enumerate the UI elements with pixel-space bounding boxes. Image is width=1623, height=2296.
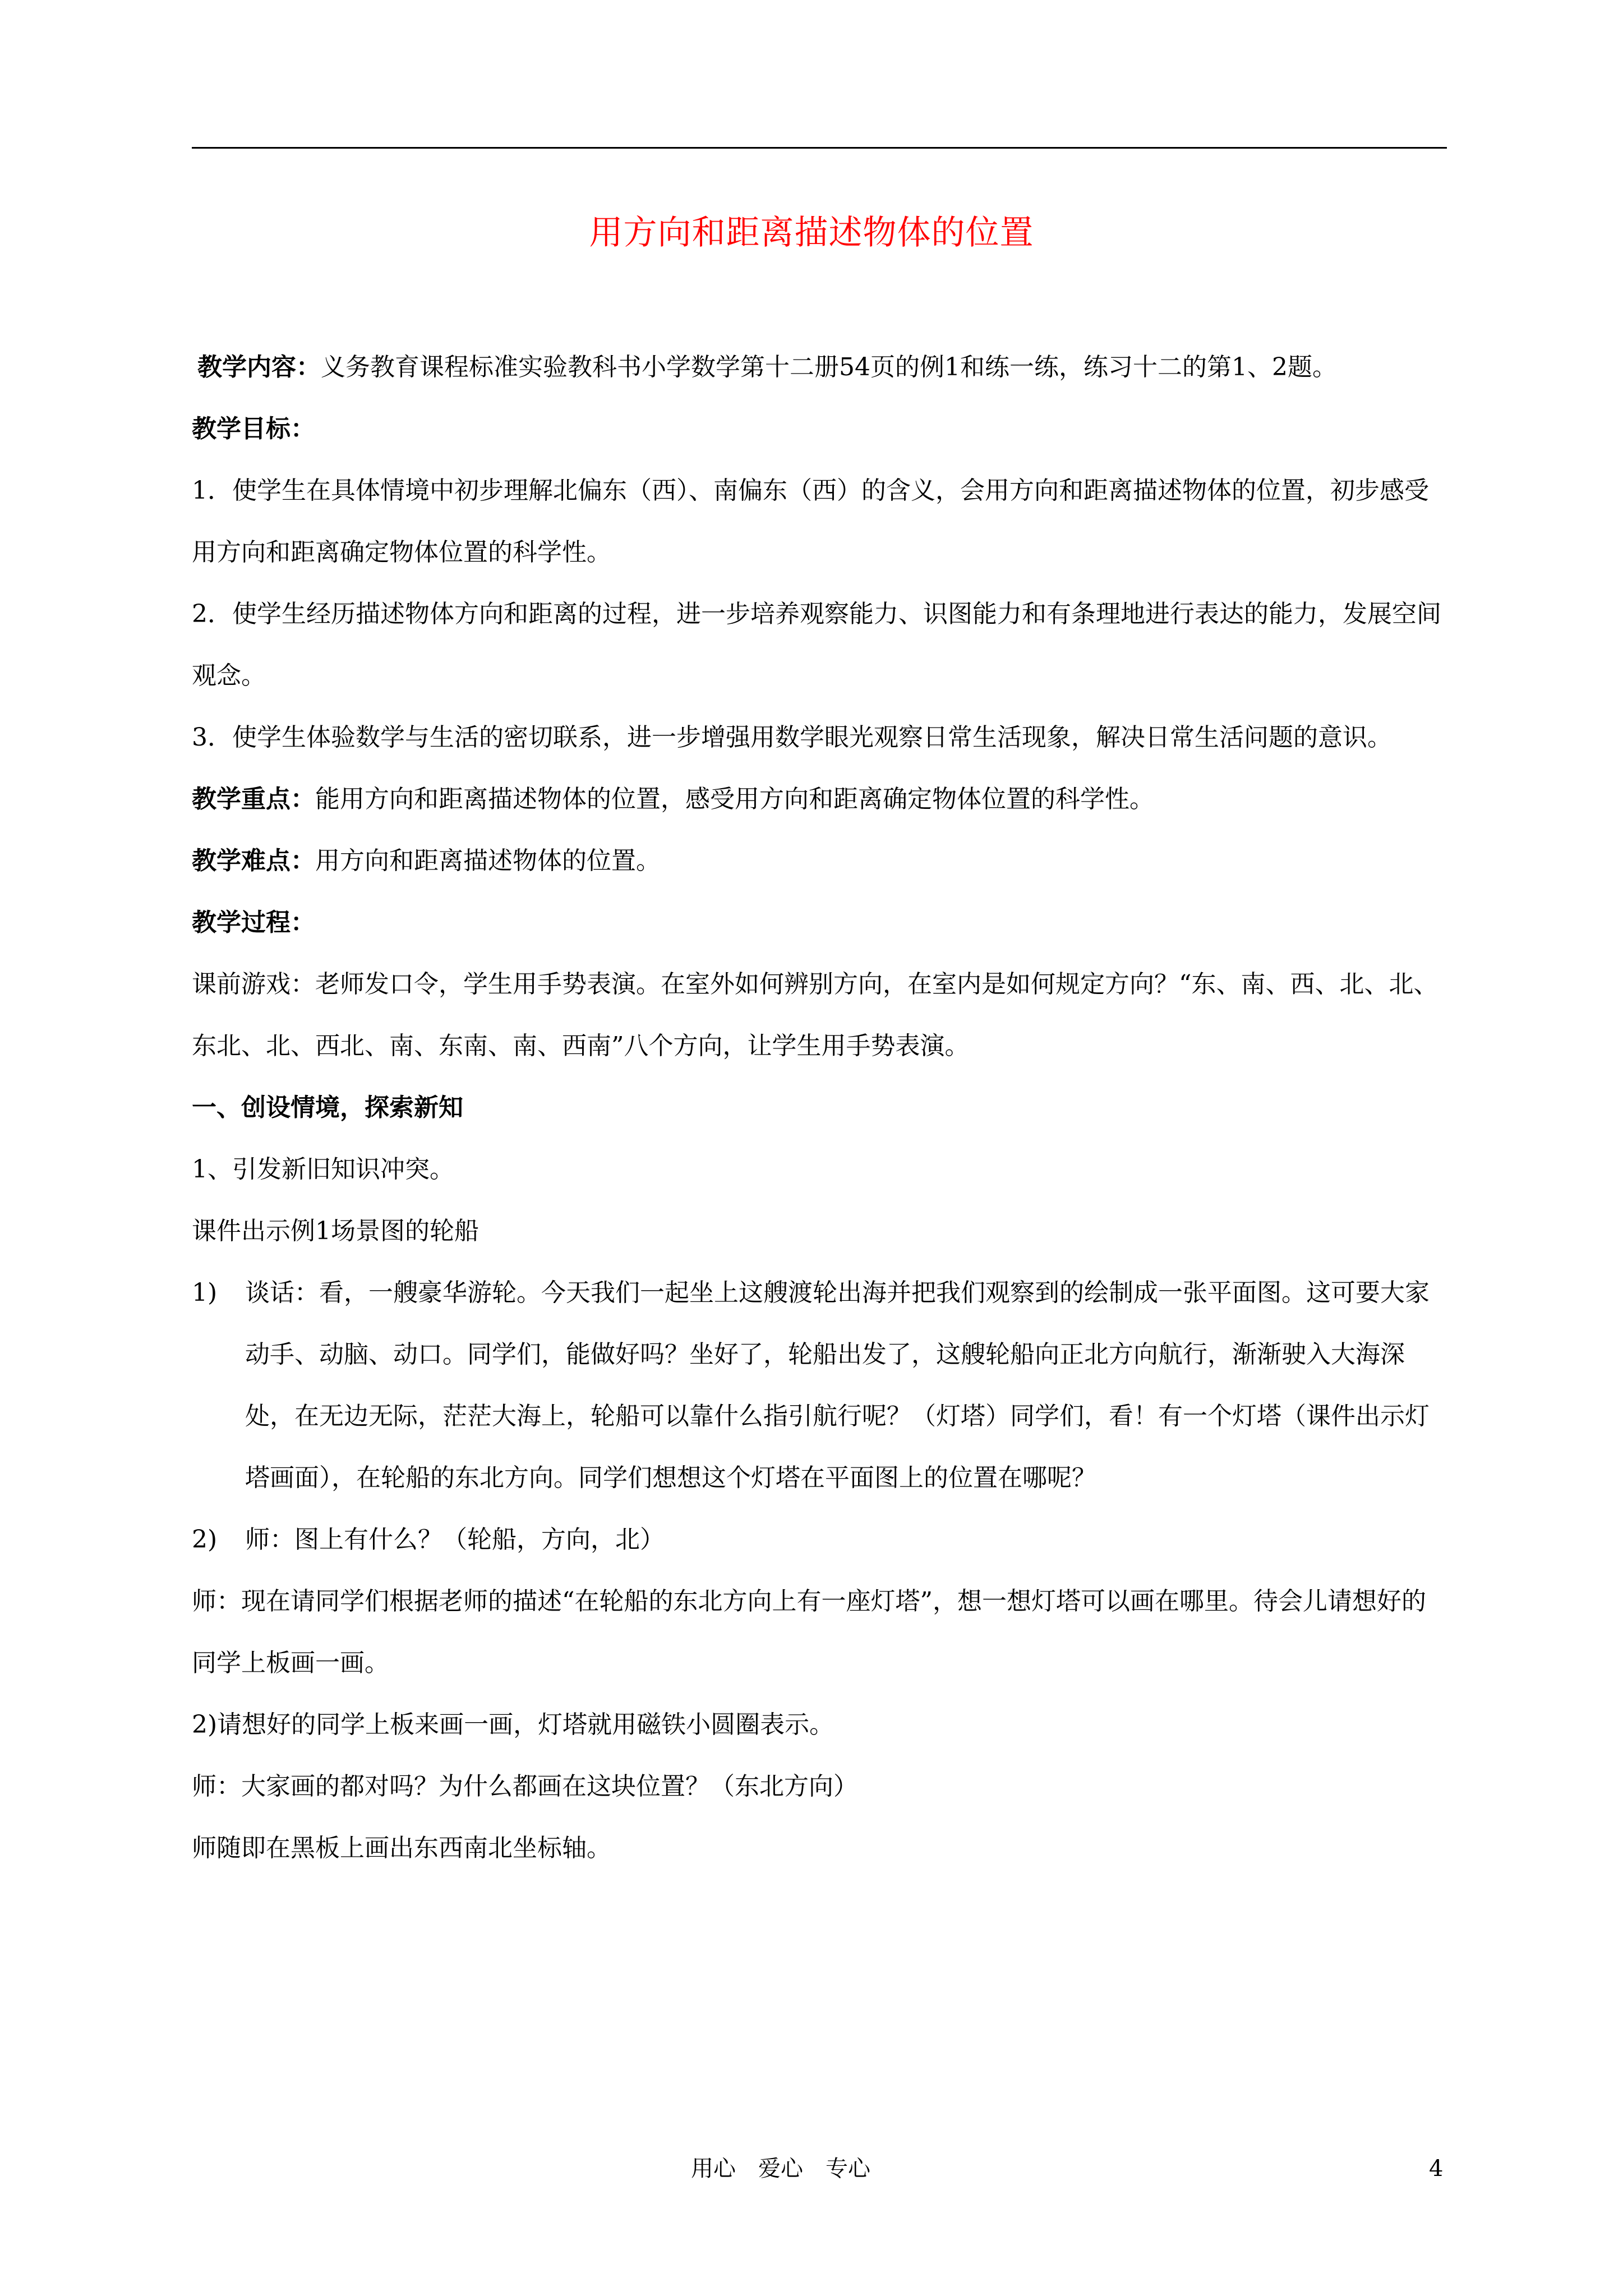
page-number: 4: [1429, 2156, 1444, 2182]
section-1-heading: 一、创设情境，探索新知: [192, 1093, 463, 1122]
teacher-question: 师：大家画的都对吗？为什么都画在这块位置？（东北方向）: [192, 1772, 858, 1801]
difficulty-label: 教学难点：: [192, 846, 315, 875]
list-item-2-text: 师：图上有什么？（轮船，方向，北）: [245, 1525, 665, 1554]
difficulty-paragraph: [192, 830, 1447, 892]
list-item-1-number: 1): [192, 1278, 218, 1307]
goal-2: 2．使学生经历描述物体方向和距离的过程，进一步培养观察能力、识图能力和有条理地进行表达的能力，发展空间观念。: [192, 600, 1441, 690]
teacher-instruction-1: 师：现在请同学们根据老师的描述“在轮船的东北方向上有一座灯塔”，想一想灯塔可以画在哪里。待会儿请想好的同学上板画一画。: [192, 1587, 1426, 1677]
key-point-paragraph: [192, 769, 1447, 830]
teaching-content-paragraph: [192, 337, 1447, 398]
list-item-1: [192, 1262, 1447, 1509]
process-label: 教学过程：: [192, 908, 315, 937]
teaching-content-label: 教学内容：: [197, 353, 321, 381]
key-point-text: 能用方向和距离描述物体的位置，感受用方向和距离确定物体位置的科学性。: [315, 785, 1154, 813]
teaching-goals-label: 教学目标：: [192, 415, 315, 443]
process-heading: [192, 892, 1447, 954]
difficulty-text: 用方向和距离描述物体的位置。: [315, 846, 661, 875]
teacher-action: 师随即在黑板上画出东西南北坐标轴。: [192, 1834, 611, 1862]
courseware-note: 课件出示例1场景图的轮船: [192, 1217, 479, 1245]
list-item-1-text: 谈话：看，一艘豪华游轮。今天我们一起坐上这艘渡轮出海并把我们观察到的绘制成一张平面图。这可要大家动手、动脑、动口。同学们，能做好吗？坐好了，轮船出发了，这艘轮船向正北方向航行，渐渐驶入大海深处，在无边无际，茫茫大海上，轮船可以靠什么指引航行呢？（灯塔）同学们，看！有一个灯塔（课件出示灯塔画面），在轮船的东北方向。同学们想想这个灯塔在平面图上的位置在哪呢？: [245, 1278, 1430, 1492]
teaching-goals-heading: [192, 398, 1447, 460]
list-item-2-number: 2): [192, 1525, 218, 1554]
document-body: [192, 337, 1447, 1879]
footer-motto: 用心 爱心 专心: [691, 2156, 870, 2182]
header-rule: [192, 147, 1447, 149]
page-title: 用方向和距离描述物体的位置: [589, 213, 1034, 252]
warmup-game: 课前游戏：老师发口令，学生用手势表演。在室外如何辨别方向，在室内是如何规定方向？“东、南、西、北、北、东北、北、西北、南、东南、南、西南”八个方向，让学生用手势表演。: [192, 970, 1438, 1060]
goal-1: 1．使学生在具体情境中初步理解北偏东（西）、南偏东（西）的含义，会用方向和距离描述物体的位置，初步感受用方向和距离确定物体位置的科学性。: [192, 476, 1429, 567]
teaching-content-text: 义务教育课程标准实验教科书小学数学第十二册54页的例1和练一练，练习十二的第1、2题。: [321, 353, 1337, 381]
board-drawing-step: 2)请想好的同学上板来画一画，灯塔就用磁铁小圆圈表示。: [192, 1710, 834, 1739]
step-1: 1、引发新旧知识冲突。: [192, 1155, 454, 1184]
key-point-label: 教学重点：: [192, 785, 315, 813]
list-item-2: [192, 1509, 1447, 1571]
goal-3: 3．使学生体验数学与生活的密切联系，进一步增强用数学眼光观察日常生活现象，解决日常生活问题的意识。: [192, 723, 1392, 752]
